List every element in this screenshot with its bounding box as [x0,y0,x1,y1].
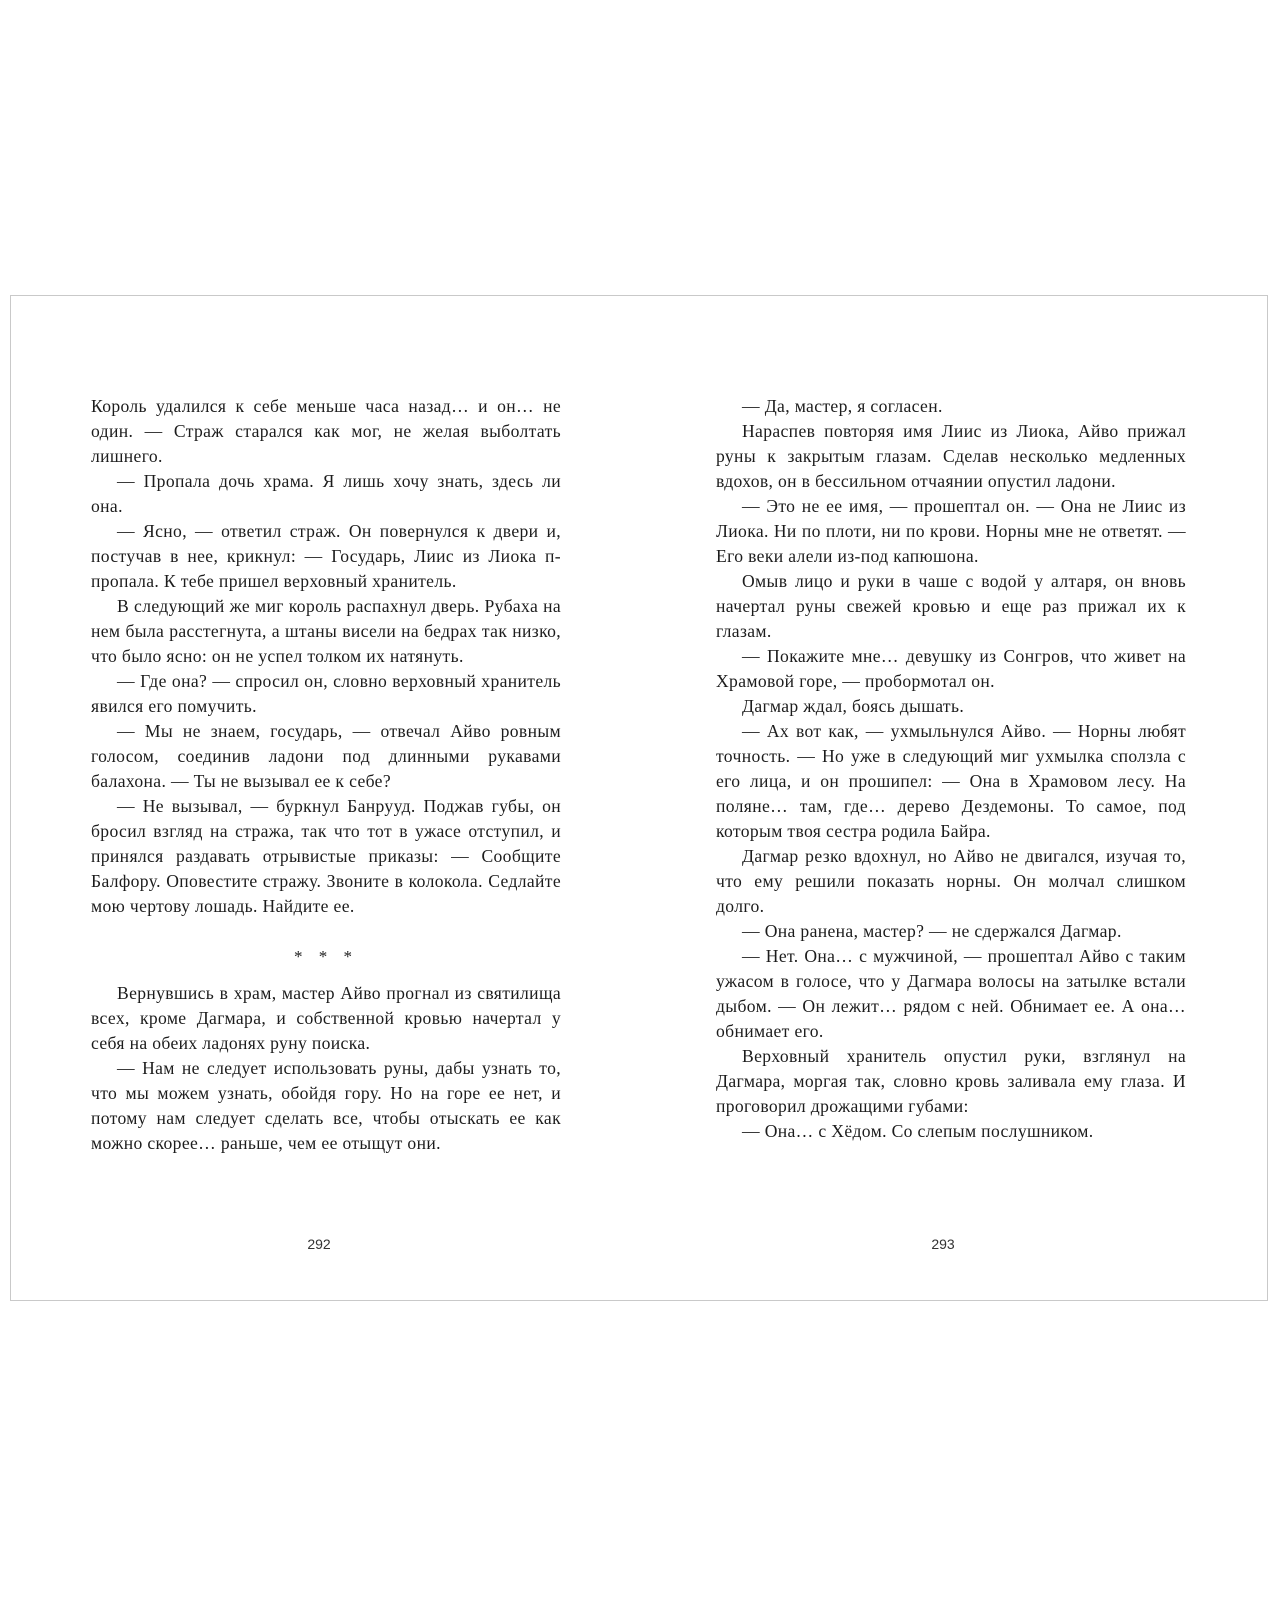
paragraph: — Нет. Она… с мужчиной, — прошептал Айво с таким ужасом в голосе, что у Дагмара волосы на затылке встали дыбом. — Он лежит… рядом с ней. Обнимает ее. А она… обнимает его. [716,946,1186,1041]
left-page-text [91,394,561,1156]
paragraph: Нараспев повторяя имя Лиис из Лиока, Айво прижал руны к закрытым глазам. Сделав несколько медленных вдохов, он в бессильном отчаянии опустил ладони. [716,421,1186,491]
paragraph: Дагмар ждал, боясь дышать. [742,696,965,716]
book-spread [10,295,1268,1301]
paragraph: В следующий же миг король распахнул дверь. Рубаха на нем была расстегнута, а штаны висели на бедрах так низко, что было ясно: он не успел толком их натянуть. [91,596,561,666]
paragraph: — Да, мастер, я согласен. [742,396,943,416]
paragraph: — Ах вот как, — ухмыльнулся Айво. — Норны любят точность. — Но уже в следующий миг ухмылка сползла с его лица, и он прошипел: — Она в Храмовом лесу. На поляне… там, где… дерево Дездемоны. То самое, под которым твоя сестра родила Байра. [716,721,1186,841]
paragraph: — Покажите мне… девушку из Сонгров, что живет на Храмовой горе, — пробормотал он. [716,646,1186,691]
paragraph: Дагмар резко вдохнул, но Айво не двигался, изучая то, что ему решили показать норны. Он молчал слишком долго. [716,846,1186,916]
paragraph: Вернувшись в храм, мастер Айво прогнал из святилища всех, кроме Дагмара, и собственной кровью начертал у себя на обеих ладонях руну поиска. [91,983,561,1053]
page-number-right: 293 [931,1236,955,1252]
paragraph: — Мы не знаем, государь, — отвечал Айво ровным голосом, соединив ладони под длинными рукавами балахона. — Ты не вызывал ее к себе? [91,721,561,791]
section-break: * * * [294,947,358,966]
paragraph: Верховный хранитель опустил руки, взглянул на Дагмара, моргая так, словно кровь заливала ему глаза. И проговорил дрожащими губами: [716,1046,1186,1116]
paragraph: Король удалился к себе меньше часа назад… и он… не один. — Страж старался как мог, не желая выболтать лишнего. [91,396,561,466]
paragraph: Омыв лицо и руки в чаше с водой у алтаря, он вновь начертал руны свежей кровью и еще раз прижал их к глазам. [716,571,1186,641]
left-page [91,394,561,1156]
paragraph: — Нам не следует использовать руны, дабы узнать то, что мы можем узнать, обойдя гору. Но на горе ее нет, и потому нам следует сделать все, чтобы отыскать ее как можно скорее… раньше, чем ее отыщут они. [91,1058,561,1153]
paragraph: — Она ранена, мастер? — не сдержался Дагмар. [742,921,1122,941]
paragraph: — Не вызывал, — буркнул Банрууд. Поджав губы, он бросил взгляд на стража, так что тот в ужасе отступил, и принялся раздавать отрывистые приказы: — Сообщите Балфору. Оповестите стражу. Звоните в колокола. Седлайте мою чертову лошадь. Найдите ее. [91,796,561,916]
right-page [716,394,1186,1144]
paragraph: — Она… с Хёдом. Со слепым послушником. [742,1121,1094,1141]
paragraph: — Где она? — спросил он, словно верховный хранитель явился его помучить. [91,671,561,716]
page-number-left: 292 [307,1236,331,1252]
right-page-text [716,394,1186,1144]
paragraph: — Это не ее имя, — прошептал он. — Она не Лиис из Лиока. Ни по плоти, ни по крови. Норны мне не ответят. — Его веки алели из-под капюшона. [716,496,1186,566]
paragraph: — Ясно, — ответил страж. Он повернулся к двери и, постучав в нее, крикнул: — Государь, Лиис из Лиока п-пропала. К тебе пришел верховный хранитель. [91,521,561,591]
paragraph: — Пропала дочь храма. Я лишь хочу знать, здесь ли она. [91,471,561,516]
